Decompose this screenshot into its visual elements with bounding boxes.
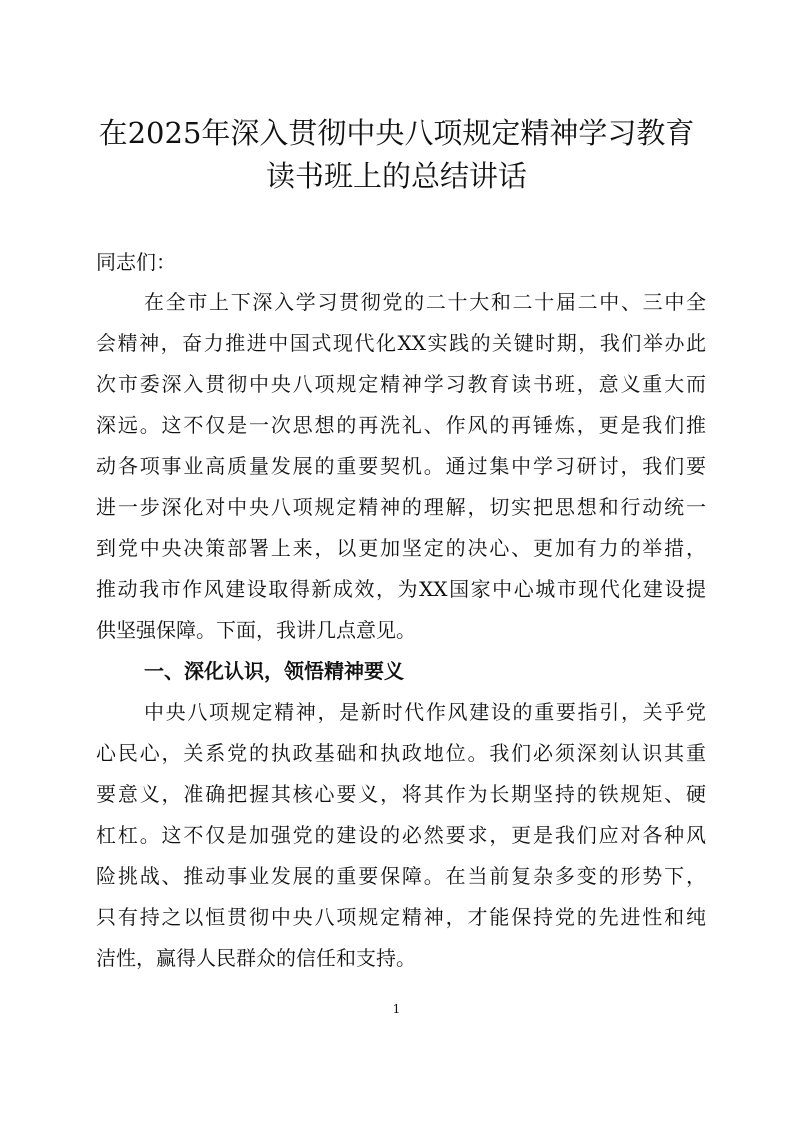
paragraph2-line: 中央八项规定精神，是新时代作风建设的重要指引，关乎党 [144,700,706,724]
paragraph2-line: 只有持之以恒贯彻中央八项规定精神，才能保持党的先进性和纯 [96,905,706,929]
paragraph2-line: 险挑战、推动事业发展的重要保障。在当前复杂多变的形势下， [96,864,706,888]
paragraph1-line: 动各项事业高质量发展的重要契机。通过集中学习研讨，我们要 [96,454,706,478]
paragraph1-line: 供坚强保障。下面，我讲几点意见。 [96,618,416,642]
paragraph1-line: 深远。这不仅是一次思想的再洗礼、作风的再锤炼，更是我们推 [96,413,706,437]
salutation: 同志们： [96,250,176,274]
paragraph1-line: 到党中央决策部署上来，以更加坚定的决心、更加有力的举措， [96,536,706,560]
paragraph1-line: 进一步深化对中央八项规定精神的理解，切实把思想和行动统一 [96,495,706,519]
paragraph2-line: 洁性，赢得人民群众的信任和支持。 [96,946,416,970]
document-title-line-2: 读书班上的总结讲话 [265,159,527,193]
paragraph2-line: 心民心，关系党的执政基础和执政地位。我们必须深刻认识其重 [96,741,706,765]
section-heading: 一、深化认识，领悟精神要义 [144,659,404,683]
document-title-line-1: 在2025年深入贯彻中央八项规定精神学习教育 [98,116,695,150]
paragraph2-line: 要意义，准确把握其核心要义，将其作为长期坚持的铁规矩、硬 [96,782,706,806]
paragraph1-line: 会精神，奋力推进中国式现代化XX实践的关键时期，我们举办此 [96,331,706,355]
page-number: 1 [392,1002,401,1016]
paragraph1-line: 在全市上下深入学习贯彻党的二十大和二十届二中、三中全 [144,290,706,314]
paragraph1-line: 次市委深入贯彻中央八项规定精神学习教育读书班，意义重大而 [96,372,706,396]
paragraph1-line: 推动我市作风建设取得新成效，为XX国家中心城市现代化建设提 [96,577,706,601]
paragraph2-line: 杠杠。这不仅是加强党的建设的必然要求，更是我们应对各种风 [96,823,706,847]
